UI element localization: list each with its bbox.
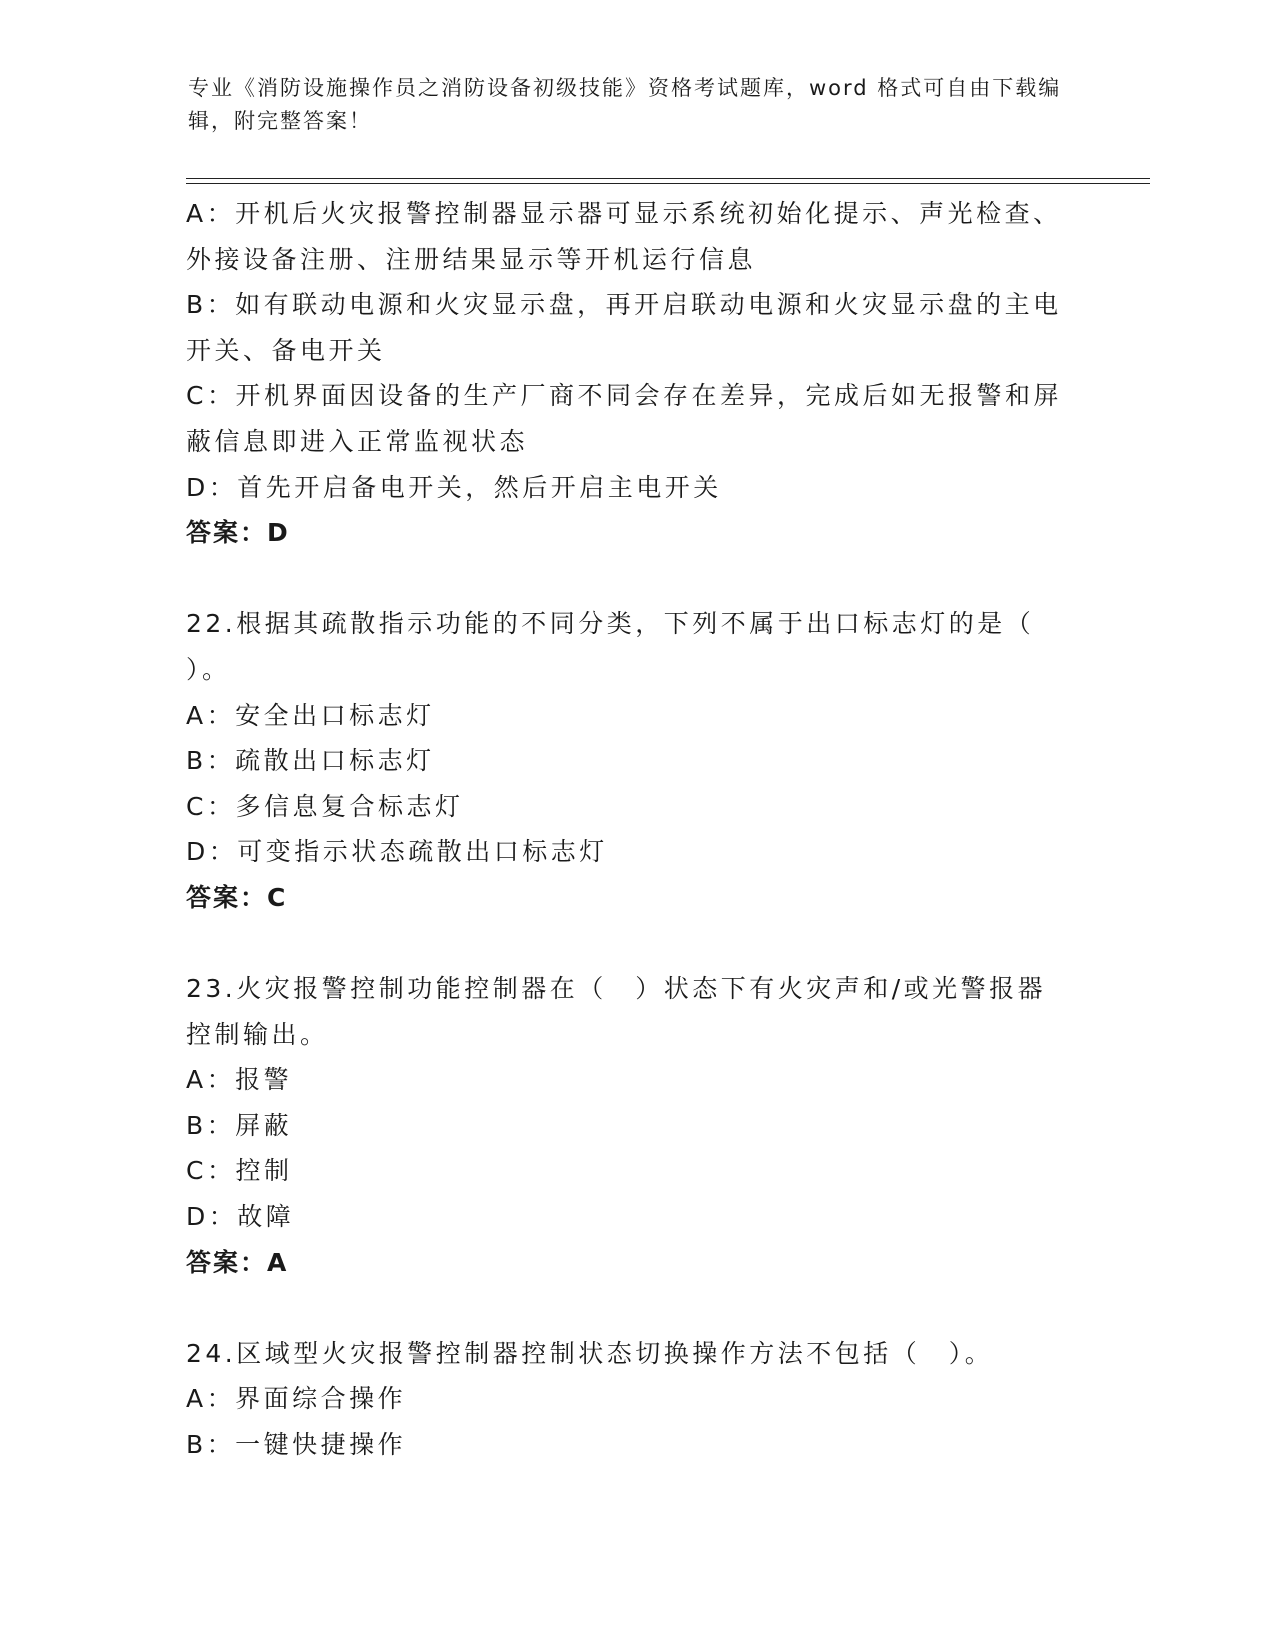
option-b: B：疏散出口标志灯: [186, 746, 435, 776]
option-b: B：如有联动电源和火灾显示盘，再开启联动电源和火灾显示盘的主电: [186, 290, 1062, 320]
question-stem-continued: ）。: [186, 654, 231, 684]
option-a-continued: 外接设备注册、注册结果显示等开机运行信息: [186, 244, 757, 274]
option-a: A：界面综合操作: [186, 1384, 407, 1414]
spacer: [186, 1285, 1076, 1331]
option-a: A：安全出口标志灯: [186, 700, 435, 730]
option-d: D：故障: [186, 1202, 295, 1232]
option-c: C：控制: [186, 1156, 293, 1186]
question-stem: 22.根据其疏散指示功能的不同分类，下列不属于出口标志灯的是（: [186, 609, 1035, 639]
header-rule-bottom: [186, 183, 1150, 184]
option-a: A：开机后火灾报警控制器显示器可显示系统初始化提示、声光检查、: [186, 199, 1062, 228]
option-b-continued: 开关、备电开关: [186, 335, 386, 365]
question-stem: 23.火灾报警控制功能控制器在（ ）状态下有火灾声和/或光警报器: [186, 974, 1047, 1004]
question-stem: 24.区域型火灾报警控制器控制状态切换操作方法不包括（ ）。: [186, 1338, 994, 1368]
option-b: B：一键快捷操作: [186, 1430, 407, 1460]
question-23: [186, 966, 1076, 1285]
option-c: C：开机界面因设备的生产厂商不同会存在差异，完成后如无报警和屏: [186, 381, 1062, 411]
spacer: [186, 921, 1076, 967]
option-a: A：报警: [186, 1065, 293, 1095]
header-rule-top: [186, 178, 1150, 179]
option-c: C：多信息复合标志灯: [186, 791, 464, 821]
question-24: [186, 1331, 1076, 1468]
question-stem-continued: 控制输出。: [186, 1019, 329, 1049]
spacer: [186, 556, 1076, 602]
answer: 答案：C: [186, 882, 288, 912]
option-b: B：屏蔽: [186, 1110, 293, 1140]
option-d: D：首先开启备电开关，然后开启主电开关: [186, 472, 722, 502]
option-d: D：可变指示状态疏散出口标志灯: [186, 837, 608, 867]
option-c-continued: 蔽信息即进入正常监视状态: [186, 426, 529, 456]
page-header: 专业《消防设施操作员之消防设备初级技能》资格考试题库，word 格式可自由下载编辑，附完整答案！: [188, 76, 1062, 133]
question-22: [186, 601, 1076, 920]
question-content: [186, 191, 1076, 1468]
question-21: [186, 191, 1076, 556]
answer: 答案：A: [186, 1247, 289, 1277]
answer: 答案：D: [186, 518, 290, 548]
